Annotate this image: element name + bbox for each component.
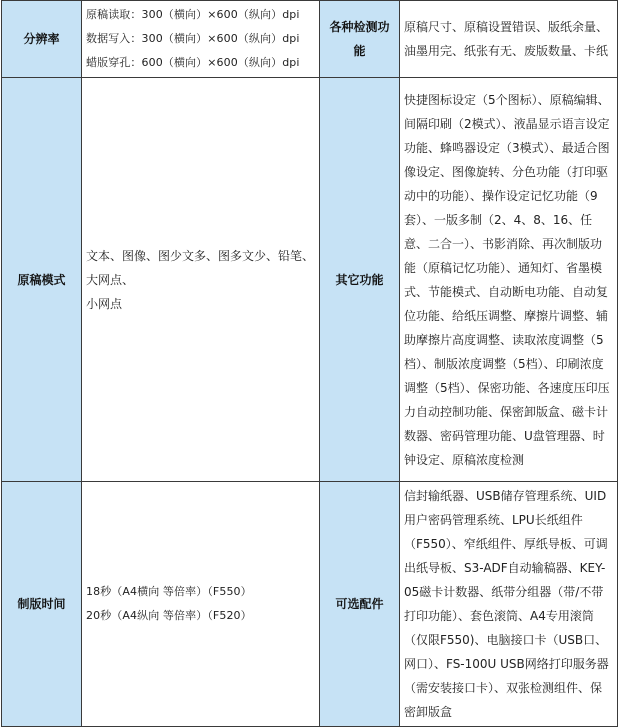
mastermaking-time-line-f520: 20秒（A4纵向 等倍率）（F520） bbox=[86, 609, 252, 622]
row-label-original-mode: 原稿模式 bbox=[2, 78, 82, 482]
original-mode-line-1: 文本、图像、图少文多、图多文少、铅笔、大网点、 bbox=[86, 248, 315, 287]
mastermaking-time-value bbox=[82, 482, 320, 727]
original-mode-value bbox=[82, 78, 320, 482]
other-functions-value: 快捷图标设定（5个图标）、原稿编辑、间隔印刷（2模式）、液晶显示语言设定功能、蜂鸣器设定（3模式）、最适合图像设定、图像旋转、分色功能（打印驱动中的功能）、操作设定记忆功能（9套）、一版多制（2、4、8、16、任意、二合一）、书影消除、再次制版功能（原稿记忆功能）、通知灯、省墨模式、节能模式、自动断电功能、自动复位功能、给纸压调整、摩擦片调整、辅助摩擦片高度调整、读取浓度调整（5档）、制版浓度调整（5档）、印刷浓度调整（5档）、保密功能、各速度压印压力自动控制功能、保密卸版盒、磁卡计数器、密码管理功能、U盘管理器、时钟设定、原稿浓度检测 bbox=[400, 78, 618, 482]
row-label-options: 可选配件 bbox=[320, 482, 400, 727]
original-mode-line-2: 小网点 bbox=[86, 296, 123, 311]
table-row-resolution bbox=[2, 1, 618, 78]
spec-table bbox=[1, 0, 618, 727]
row-label-detection: 各种检测功能 bbox=[320, 1, 400, 78]
row-label-resolution: 分辨率 bbox=[2, 1, 82, 78]
table-row-mastermaking-time bbox=[2, 482, 618, 727]
options-value: 信封输纸器、USB储存管理系统、UID用户密码管理系统、LPU长纸组件（F550）、窄纸组件、厚纸导板、可调出纸导板、S3-ADF自动输稿器、KEY-05磁卡计数器、纸带分组器（带/不带打印功能）、套色滚筒、A4专用滚筒（仅限F550)、电脑接口卡（USB口、网口）、FS-100U USB网络打印服务器（需安装接口卡）、双张检测组件、保密卸版盒 bbox=[400, 482, 618, 727]
resolution-line-write: 数据写入：300（横向）×600（纵向）dpi bbox=[86, 32, 300, 45]
row-label-other-functions: 其它功能 bbox=[320, 78, 400, 482]
mastermaking-time-line-f550: 18秒（A4横向 等倍率）（F550） bbox=[86, 585, 252, 598]
row-label-mastermaking-time: 制版时间 bbox=[2, 482, 82, 727]
resolution-line-read: 原稿读取：300（横向）×600（纵向）dpi bbox=[86, 8, 300, 21]
resolution-value bbox=[82, 1, 320, 78]
table-row-original-mode bbox=[2, 78, 618, 482]
resolution-line-perforate: 蜡版穿孔：600（横向）×600（纵向）dpi bbox=[86, 56, 300, 69]
detection-value: 原稿尺寸、原稿设置错误、版纸余量、油墨用完、纸张有无、废版数量、卡纸 bbox=[400, 1, 618, 78]
